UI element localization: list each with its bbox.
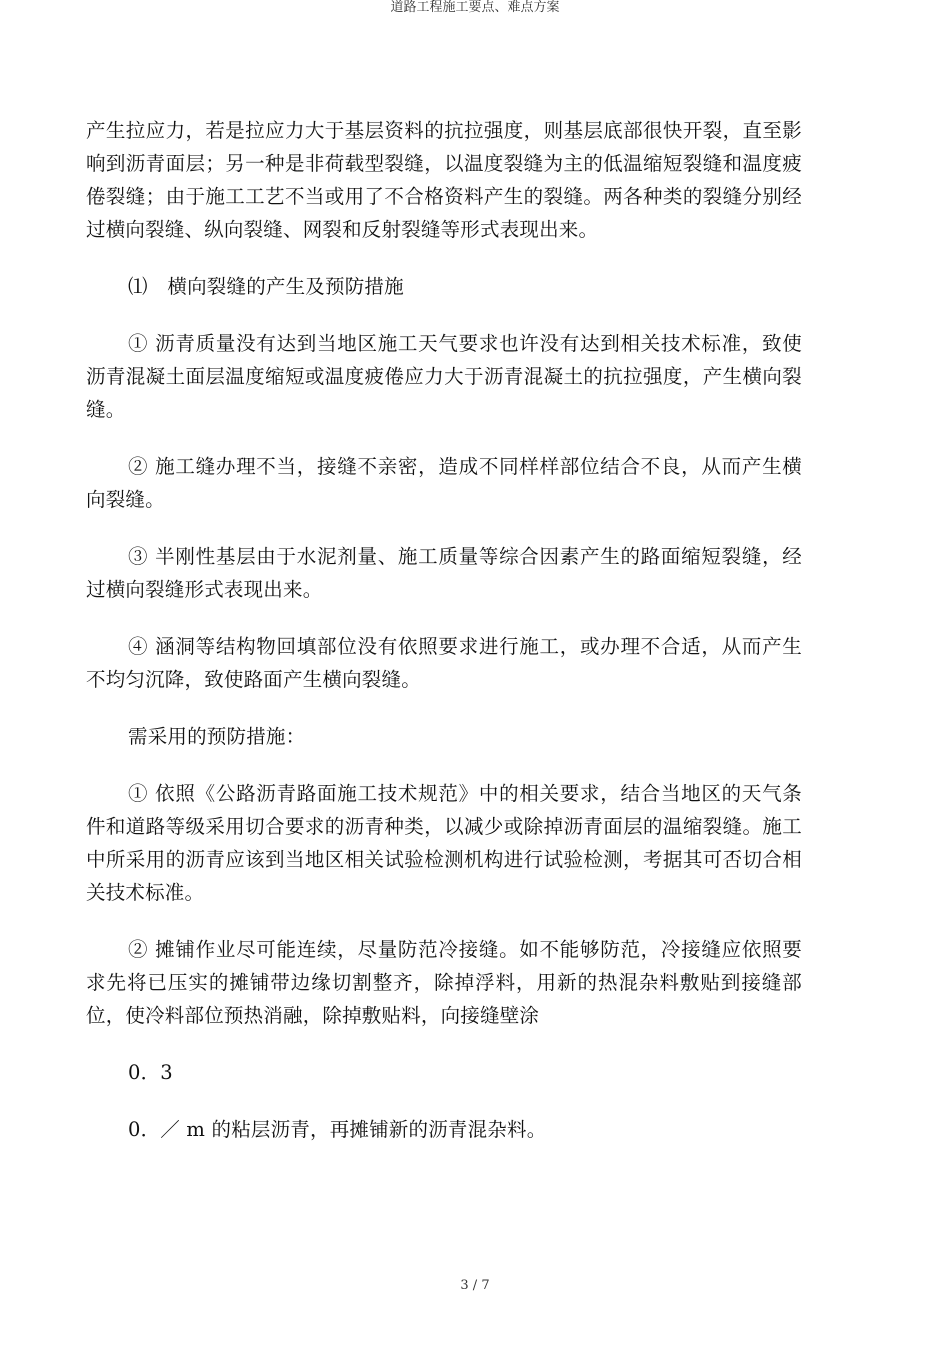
measure-item-1: ① 依照《公路沥青路面施工技术规范》中的相关要求，结合当地区的天气条件和道路等级采用切合要求的沥青种类，以减少或除掉沥青面层的温缩裂缝。施工中所采用的沥青应该到当地区相关试验检测机构进行试验检测，考据其可否切合相关技术标准。 (86, 782, 802, 904)
cause-item-1: ① 沥青质量没有达到当地区施工天气要求也许没有达到相关技术标准，致使沥青混凝土面层温度缩短或温度疲倦应力大于沥青混凝土的抗拉强度，产生横向裂缝。 (86, 332, 802, 421)
cause-item-2: ② 施工缝办理不当，接缝不亲密，造成不同样样部位结合不良，从而产生横向裂缝。 (86, 455, 802, 511)
cause-item-3: ③ 半刚性基层由于水泥剂量、施工质量等综合因素产生的路面缩短裂缝，经过横向裂缝形式表现出来。 (86, 545, 802, 601)
section-heading-transverse-cracks: ⑴ 横向裂缝的产生及预防措施 (128, 275, 404, 298)
cause-item-4: ④ 涵洞等结构物回填部位没有依照要求进行施工，或办理不合适，从而产生不均匀沉降，致使路面产生横向裂缝。 (86, 635, 802, 691)
document-body (86, 114, 802, 1170)
paragraph-intro-continued: 产生拉应力，若是拉应力大于基层资料的抗拉强度，则基层底部很快开裂，直至影响到沥青面层；另一种是非荷载型裂缝，以温度裂缝为主的低温缩短裂缝和温度疲倦裂缝；由于施工工艺不当或用了不合格资料产生的裂缝。两各种类的裂缝分别经过横向裂缝、纵向裂缝、网裂和反射裂缝等形式表现出来。 (86, 119, 802, 241)
page-number: 3 / 7 (460, 1278, 490, 1293)
page-header: 道路工程施工要点、难点方案 (390, 0, 560, 15)
formula-fragment-1: 0．3 (128, 1061, 173, 1084)
measure-item-2: ② 摊铺作业尽可能连续，尽量防范冷接缝。如不能够防范，冷接缝应依照要求先将已压实的摊铺带边缘切割整齐，除掉浮料，用新的热混杂料敷贴到接缝部位，使冷料部位预热消融，除掉敷贴料，向接缝壁涂 (86, 938, 802, 1027)
formula-fragment-2: 0．／ m 的粘层沥青，再摊铺新的沥青混杂料。 (128, 1118, 547, 1141)
measures-heading: 需采用的预防措施： (128, 725, 306, 748)
